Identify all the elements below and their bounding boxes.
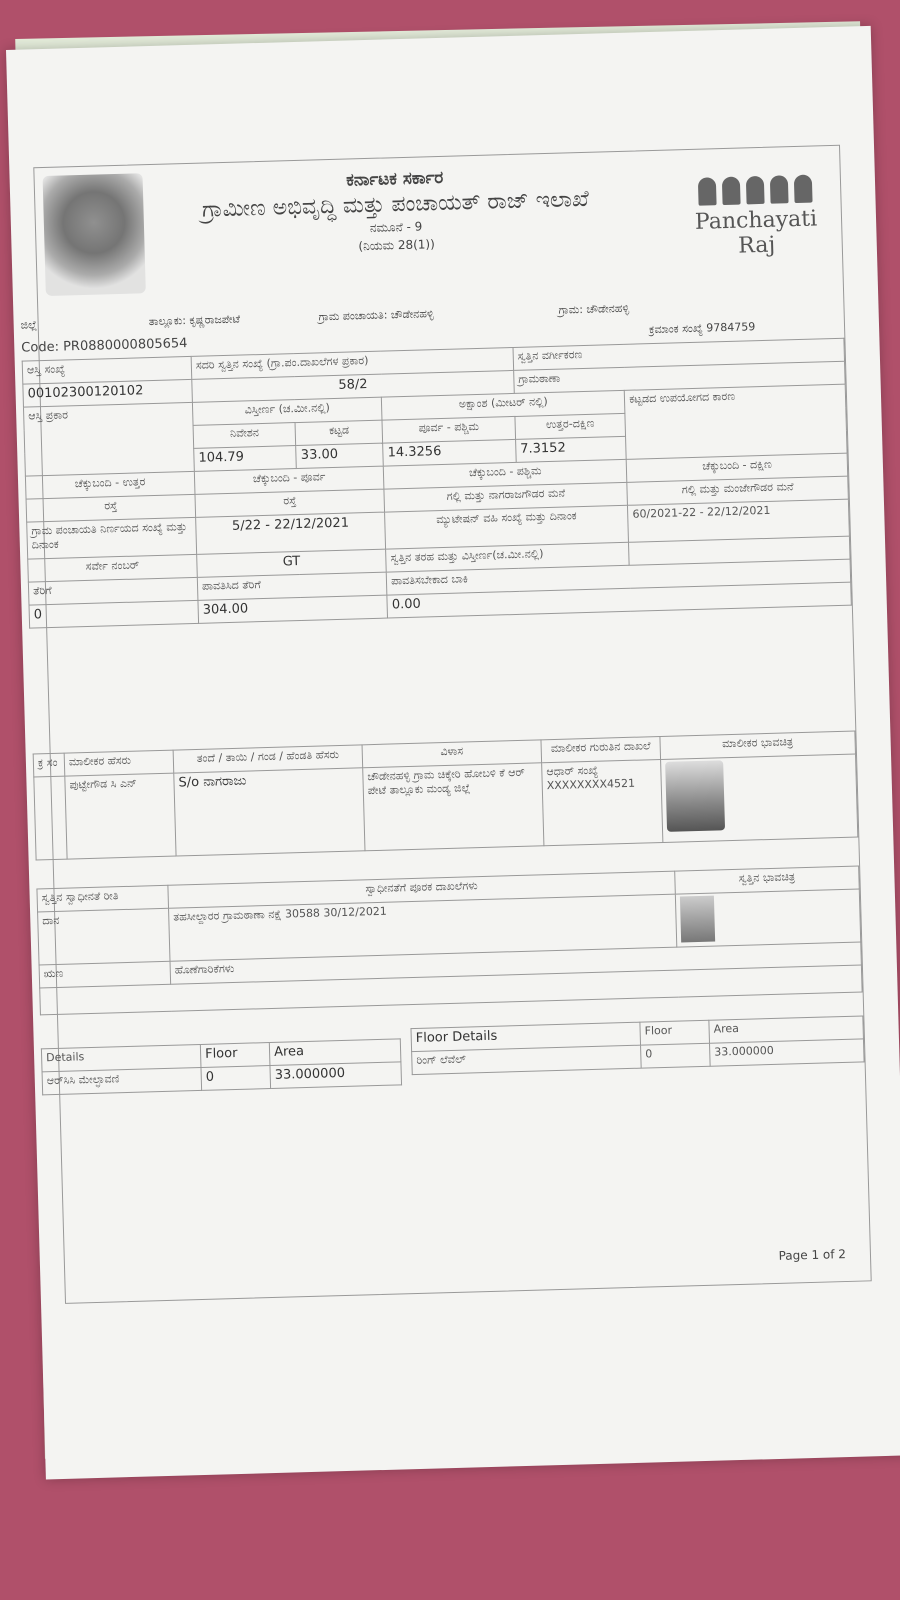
latlong-label: ಅಕ್ಷಾಂಶ (ಮೀಟರ್ ನಲ್ಲಿ): [382, 390, 626, 420]
area-label: ವಿಸ್ತೀರ್ಣ (ಚ.ಮೀ.ನಲ್ಲಿ): [192, 397, 382, 425]
owner-table: [33, 731, 859, 861]
owner-slno: [34, 776, 67, 860]
owner-address: ಚೌಡೇನಹಳ್ಳಿ ಗ್ರಾಮ ಚಿಕ್ಕೇರಿ ಹೋಬಳಿ ಕೆ ಆರ್ ಪೇಟೆ ತಾಲ್ಲೂಕು ಮಂಡ್ಯ ಜಿಲ್ಲೆ: [363, 763, 544, 851]
floor-left-area: 33.000000: [270, 1062, 402, 1089]
property-number-label: ಸದರಿ ಸ್ವತ್ತಿನ ಸಂಖ್ಯೆ (ಗ್ರಾ.ಪಂ.ದಾಖಲೆಗಳ ಪ್ರಕಾರ): [191, 347, 513, 379]
east-label: ಚೆಕ್ಕುಬಂದಿ - ಪೂರ್ವ: [194, 466, 384, 494]
owner-id-header: ಮಾಲೀಕರ ಗುರುತಿನ ದಾಖಲೆ: [541, 737, 661, 763]
survey-class-label: ಸ್ವತ್ತಿನ ತರಹ ಮತ್ತು ವಿಸ್ತೀರ್ಣ(ಚ.ಮೀ.ನಲ್ಲಿ): [386, 542, 630, 572]
remarks-right: ಹೊಣೆಗಾರಿಕೆಗಳು: [170, 942, 861, 984]
property-photo-label: ಸ್ವತ್ತಿನ ಭಾವಚಿತ್ರ: [675, 866, 860, 894]
ns-value: 7.3152: [515, 436, 626, 462]
owner-name: ಪುಟ್ಟೇಗೌಡ ಸಿ ಎನ್: [65, 773, 176, 859]
tax-label: ತೆರಿಗೆ: [28, 577, 198, 605]
ownership-table: [36, 865, 862, 1015]
south-value: ಗಲ್ಲಿ ಮತ್ತು ಮಂಜೇಗೌಡರ ಮನೆ: [627, 476, 848, 505]
floor-right-floor: 0: [641, 1043, 711, 1068]
serial-number: ಕ್ರಮಾಂಕ ಸಂಖ್ಯೆ 9784759: [648, 320, 756, 337]
property-class-value: ಗ್ರಾಮಠಾಣಾ: [514, 361, 846, 393]
mutation-label: ಮ್ಯುಟೇಷನ್ ವಹಿ ಸಂಖ್ಯೆ ಮತ್ತು ದಿನಾಂಕ: [385, 505, 629, 549]
owner-father-header: ತಂದೆ / ತಾಯಿ / ಗಂಡ / ಹೆಂಡತಿ ಹೆಸರು: [173, 745, 363, 773]
east-value: ರಸ್ತೆ: [195, 489, 385, 517]
govt-title: ಕರ್ನಾಟಕ ಸರ್ಕಾರ: [345, 167, 444, 191]
property-type-label: ಆಸ್ತಿ ಪ್ರಕಾರ: [23, 402, 194, 476]
property-id-value: 00102300120102: [23, 379, 193, 407]
site-label: ನಿವೇಶನ: [193, 423, 296, 449]
people-icon: [680, 174, 831, 206]
floor-left-details: ಆರ್‌ಸಿಸಿ ಮೇಲ್ಛಾವಣಿ: [42, 1067, 202, 1094]
property-code: Code: PR0880000805654: [21, 336, 188, 356]
owner-father: S/o ನಾಗರಾಜು: [174, 768, 365, 856]
tax-value: 0: [29, 600, 199, 628]
page-number: Page 1 of 2: [778, 1247, 847, 1263]
taluk-label: ತಾಲ್ಲೂಕು: ಕೃಷ್ಣರಾಜಪೇಟೆ: [148, 312, 241, 329]
resolution-label: ಗ್ರಾಮ ಪಂಚಾಯತಿ ನಿರ್ಣಯದ ಸಂಖ್ಯೆ ಮತ್ತು ದಿನಾಂಕ: [27, 517, 197, 559]
floor-table-right: [410, 1015, 864, 1075]
panchayati-raj-logo: [680, 174, 832, 260]
resolution-value: 5/22 - 22/12/2021: [196, 512, 386, 554]
owner-slno-header: ಕ್ರ ಸಂ: [33, 753, 65, 777]
property-number-value: 58/2: [192, 370, 514, 402]
ownership-docs-value: ತಹಸೀಲ್ದಾರರ ಗ್ರಾಮಠಾಣಾ ನಕ್ಷೆ 30588 30/12/2021: [169, 894, 677, 961]
due-tax-value: 0.00: [387, 582, 851, 618]
floor-right-area-header: Area: [709, 1016, 864, 1043]
survey-label: ಸರ್ವೇ ನಂಬರ್: [28, 554, 198, 582]
due-tax-label: ಪಾವತಿಸಬೇಕಾದ ಬಾಕಿ: [386, 559, 850, 595]
rule-number: (ನಿಯಮ 28(1)): [358, 237, 435, 254]
owner-name-header: ಮಾಲೀಕರ ಹೆಸರು: [64, 750, 174, 776]
header: [184, 160, 606, 262]
form-number: ನಮೂನೆ - 9: [369, 219, 423, 235]
paid-tax-label: ಪಾವತಿಸಿದ ತೆರಿಗೆ: [197, 572, 387, 600]
south-label: ಚೆಕ್ಕುಬಂದಿ - ದಕ್ಷಿಣ: [626, 453, 847, 482]
district-label: ಜಿಲ್ಲೆ: [20, 318, 38, 332]
building-value: 33.00: [296, 443, 383, 468]
floor-right-details-header: Floor Details: [411, 1022, 641, 1051]
north-label: ಚೆಕ್ಕುಬಂದಿ - ಉತ್ತರ: [25, 471, 195, 499]
west-label: ಚೆಕ್ಕುಬಂದಿ - ಪಶ್ಚಿಮ: [384, 459, 628, 489]
dept-title: ಗ್ರಾಮೀಣ ಅಭಿವೃದ್ಧಿ ಮತ್ತು ಪಂಚಾಯತ್ ರಾಜ್ ಇಲಾಖೆ: [201, 186, 590, 223]
site-value: 104.79: [194, 446, 297, 472]
property-table: [22, 338, 852, 629]
ew-label: ಪೂರ್ವ - ಪಶ್ಚಿಮ: [382, 416, 515, 443]
floor-table-left: [41, 1038, 402, 1095]
floor-right-area: 33.000000: [710, 1039, 865, 1066]
state-emblem-icon: [43, 173, 146, 296]
ownership-mode-value: ದಾನ: [38, 908, 170, 965]
floor-right-details: ರಿಂಗ್ ಲೆವೆಲ್: [412, 1045, 642, 1074]
usage-label: ಕಟ್ಟಡದ ಉಪಯೋಗದ ಕಾರಣ: [625, 384, 848, 459]
paid-tax-value: 304.00: [198, 595, 388, 623]
ownership-mode-label: ಸ್ವತ್ತಿನ ಸ್ವಾಧೀನತೆ ರೀತಿ: [37, 885, 169, 912]
form-frame: [20, 145, 871, 1304]
ownership-docs-label: ಸ್ವಾಧೀನತೆಗೆ ಪೂರಕ ದಾಖಲೆಗಳು: [168, 871, 675, 908]
floor-left-floor-header: Floor: [200, 1043, 270, 1068]
owner-photo: [665, 760, 725, 832]
property-class-label: ಸ್ವತ್ತಿನ ವರ್ಗೀಕರಣ: [513, 338, 845, 370]
mutation-value: 60/2021-22 - 22/12/2021: [628, 499, 850, 542]
property-photo: [680, 896, 715, 943]
property-id-label: ಆಸ್ತಿ ಸಂಖ್ಯೆ: [22, 356, 192, 384]
remarks-left: ಋಣ: [39, 961, 171, 988]
ns-label: ಉತ್ತರ-ದಕ್ಷಿಣ: [515, 413, 626, 439]
owner-address-header: ವಿಳಾಸ: [362, 740, 542, 768]
north-value: ರಸ್ತೆ: [26, 494, 196, 522]
floor-left-details-header: Details: [41, 1044, 201, 1071]
ew-value: 14.3256: [383, 439, 516, 466]
floor-left-area-header: Area: [269, 1039, 401, 1066]
west-value: ಗಲ್ಲಿ ಮತ್ತು ನಾಗರಾಜಗೌಡರ ಮನೆ: [384, 482, 628, 512]
floor-left-floor: 0: [201, 1066, 271, 1091]
building-label: ಕಟ್ಟಡ: [295, 420, 382, 445]
village-label: ಗ್ರಾಮ: ಚೌಡೇನಹಳ್ಳಿ: [558, 301, 630, 317]
survey-value: GT: [197, 549, 387, 577]
logo-text: Panchayati Raj: [694, 206, 818, 259]
owner-photo-header: ಮಾಲೀಕರ ಭಾವಚಿತ್ರ: [660, 731, 856, 759]
gp-label: ಗ್ರಾಮ ಪಂಚಾಯತಿ: ಚೌಡೇನಹಳ್ಳಿ: [318, 307, 434, 324]
floor-right-floor-header: Floor: [640, 1020, 710, 1045]
owner-id-doc: ಆಧಾರ್ ಸಂಖ್ಯೆ XXXXXXXX4521: [542, 760, 663, 846]
document-page: [6, 26, 900, 1480]
